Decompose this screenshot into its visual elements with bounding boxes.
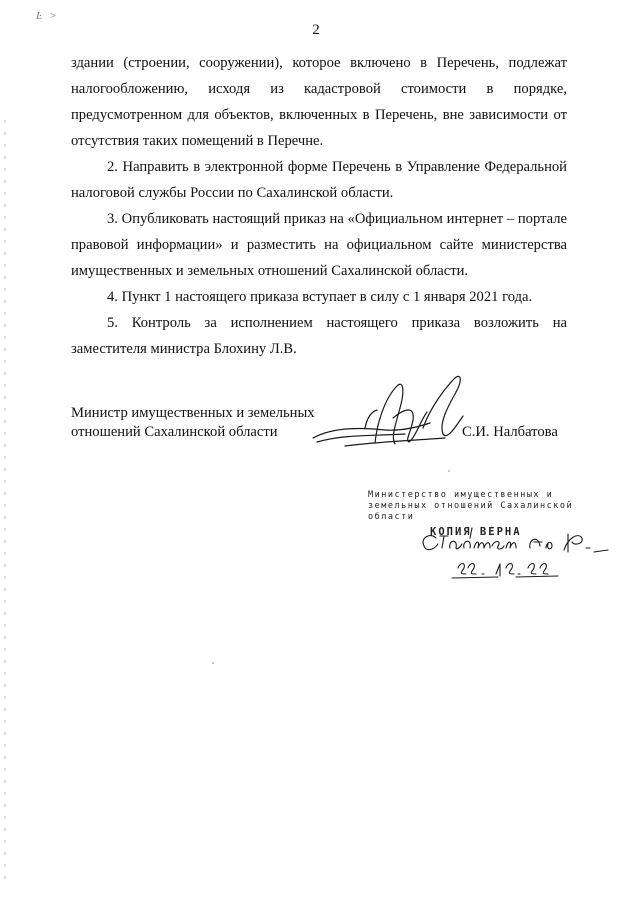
- certification-stamp: [368, 490, 574, 538]
- paragraph-2: 2. Направить в электронной форме Перечень в Управление Федеральной налоговой службы России по Сахалинской области.: [71, 159, 567, 201]
- signatory-title: [71, 404, 315, 442]
- document-body: [71, 50, 567, 362]
- paragraph-1: здании (строении, сооружении), которое включено в Перечень, подлежат налогообложению, исходя из кадастровой стоимости в порядке, предусмотренном для объектов, включенных в Перечень, вне зависимости от отсутствия таких помещений в Перечне.: [71, 55, 567, 149]
- corner-mark: Ŀ ˃: [36, 10, 59, 22]
- paragraph-5: 5. Контроль за исполнением настоящего приказа возложить на заместителя министра Блохину Л.В.: [71, 315, 567, 357]
- stamp-line-3: области: [368, 512, 415, 522]
- signatory-name: С.И. Налбатова: [462, 424, 558, 440]
- paragraph-3: 3. Опубликовать настоящий приказ на «Официальном интернет – портале правовой информации» и разместить на официальном сайте министерства имущественных и земельных отношений Сахалинской области.: [71, 211, 567, 279]
- scan-artifact: [212, 662, 214, 664]
- paragraph-4: 4. Пункт 1 настоящего приказа вступает в силу с 1 января 2021 года.: [107, 289, 533, 305]
- scan-artifact: [448, 470, 450, 472]
- signatory-title-line-2: отношений Сахалинской области: [71, 424, 278, 440]
- stamp-line-1: Министерство имущественных и: [368, 490, 554, 500]
- stamp-line-2: земельных отношений Сахалинской: [368, 501, 574, 511]
- stamp-copy-label: КОПИЯ ВЕРНА: [430, 526, 522, 538]
- scan-margin-line: [4, 120, 6, 880]
- page-number: 2: [312, 22, 320, 38]
- handwritten-signature: [305, 368, 475, 460]
- signatory-title-line-1: Министр имущественных и земельных: [71, 405, 315, 421]
- handwritten-attestation: [418, 524, 613, 582]
